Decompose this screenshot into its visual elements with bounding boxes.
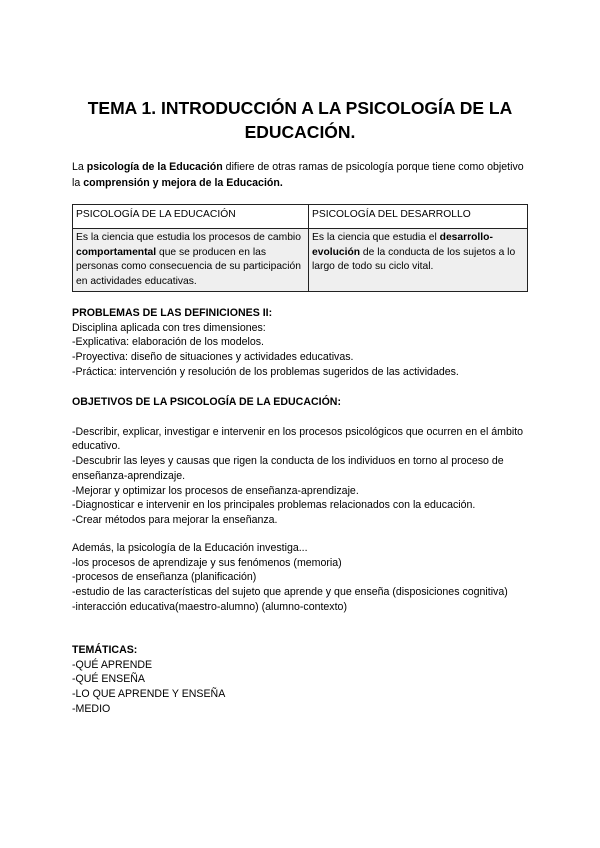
ademas-item: -procesos de enseñanza (planificación) [72,571,257,584]
cell1-text-2: que se producen en las personas como consecuencia de su participación en actividades educativas. [76,246,301,287]
title-line-2: EDUCACIÓN. [244,122,356,142]
cell1-text-1: Es la ciencia que estudia los procesos de cambio [76,232,301,243]
objetivos-item: -Crear métodos para mejorar la enseñanza. [72,513,278,526]
table-header-col1: PSICOLOGÍA DE LA EDUCACIÓN [73,205,309,229]
table-header-row [73,205,528,229]
tematicas-item: -QUÉ APRENDE [72,658,153,671]
table-row [73,229,528,292]
ademas-item: -estudio de las características del sujeto que aprende y que enseña (disposiciones cognitiva) [72,586,508,599]
ademas-section [72,541,532,615]
tematicas-item: -LO QUE APRENDE Y ENSEÑA [72,688,226,701]
cell2-text-1: Es la ciencia que estudia el [312,232,440,243]
problemas-line: -Proyectiva: diseño de situaciones y actividades educativas. [72,351,354,364]
ademas-item: -los procesos de aprendizaje y sus fenómenos (memoria) [72,556,342,569]
cell2-text-2: de la conducta de los sujetos a lo largo de todo su ciclo vital. [312,246,516,272]
objetivos-item: -Describir, explicar, investigar e intervenir en los procesos psicológicos que ocurren en el ámbito educativo. [72,425,524,453]
document-title [60,96,540,144]
comparison-table [72,204,528,292]
intro-text-2: difiere de otras ramas de psicología porque tiene como objetivo la [72,161,524,189]
spacer [72,410,532,425]
table-header-col2: PSICOLOGÍA DEL DESARROLLO [309,205,528,229]
tematicas-item: -QUÉ ENSEÑA [72,673,145,686]
table-cell-col2 [309,229,528,292]
intro-bold-1: psicología de la Educación [86,161,223,173]
problemas-heading: PROBLEMAS DE LAS DEFINICIONES II: [72,307,273,319]
tematicas-section [72,643,532,717]
problemas-line: Disciplina aplicada con tres dimensiones: [72,321,266,334]
intro-bold-2: comprensión y mejora de la Educación. [83,176,283,189]
tematicas-heading: TEMÁTICAS: [72,644,138,656]
objetivos-heading: OBJETIVOS DE LA PSICOLOGÍA DE LA EDUCACIÓN: [72,396,341,408]
objetivos-item: -Diagnosticar e intervenir en los principales problemas relacionados con la educación. [72,499,476,512]
table-cell-col1 [73,229,309,292]
problemas-section [72,306,532,380]
problemas-line: -Práctica: intervención y resolución de los problemas sugeridos de las actividades. [72,365,459,378]
title-line-1: TEMA 1. INTRODUCCIÓN A LA PSICOLOGÍA DE LA [87,98,513,118]
objetivos-section [72,395,532,528]
intro-text-1: La [72,161,87,173]
problemas-line: -Explicativa: elaboración de los modelos. [72,336,264,349]
ademas-item: -interacción educativa(maestro-alumno) (alumno-contexto) [72,600,347,613]
objetivos-item: -Mejorar y optimizar los procesos de enseñanza-aprendizaje. [72,484,359,497]
ademas-intro: Además, la psicología de la Educación investiga... [72,542,308,554]
cell1-bold: comportamental [76,246,157,258]
objetivos-item: -Descubrir las leyes y causas que rigen la conducta de los individuos en torno al proceso de enseñanza-aprendizaje. [72,455,504,482]
cell2-bold: desarrollo-evolución [312,232,493,258]
intro-paragraph [72,160,532,191]
tematicas-item: -MEDIO [72,702,111,715]
